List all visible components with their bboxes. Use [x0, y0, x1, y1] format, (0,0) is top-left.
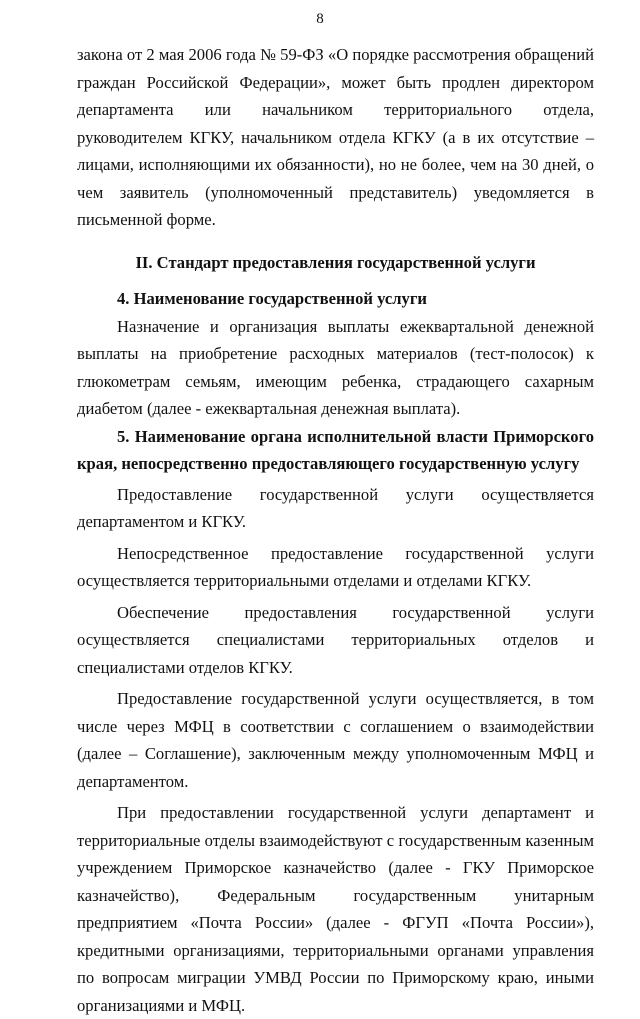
paragraph-service-name: Назначение и организация выплаты ежеквартальной денежной выплаты на приобретение расходных материалов (тест-полосок) к глюкометрам семьям, имеющим ребенка, страдающего сахарным диабетом (далее - ежеквартальная денежная выплата). [77, 316, 594, 418]
paragraph-direct-provision: Непосредственное предоставление государственной услуги осуществляется территориальными отделами и отделами КГКУ. [77, 543, 594, 590]
paragraph-provision: Предоставление государственной услуги осуществляется департаментом и КГКУ. [77, 484, 594, 531]
paragraph-support: Обеспечение предоставления государственной услуги осуществляется специалистами территориальных отделов и специалистами отделов КГКУ. [77, 602, 594, 677]
paragraph-interaction: При предоставлении государственной услуги департамент и территориальные отделы взаимодействуют с государственным казенным учреждением Приморское казначейство (далее - ГКУ Приморское казначейство), Федеральным государственным унитарным предприятием «Почта России» (далее - ФГУП «Почта России»), кредитными организациями, территориальными органами управления по вопросам миграции УМВД России по Приморскому краю, иными организациями и МФЦ. [77, 803, 594, 1015]
section-heading: II. Стандарт предоставления государственной услуги [135, 252, 536, 272]
subsection-heading-service-name: 4. Наименование государственной услуги [117, 289, 427, 308]
subsection-heading-authority: 5. Наименование органа исполнительной власти Приморского края, непосредственно предоставляющего государственную услугу [77, 426, 594, 473]
page-number: 8 [316, 11, 324, 27]
paragraph-continuation: закона от 2 мая 2006 года № 59-ФЗ «О порядке рассмотрения обращений граждан Российской Федерации», может быть продлен директором департамента или начальником территориального отдела, руководителем КГКУ, начальником отдела КГКУ (а в их отсутствие – лицами, исполняющими их обязанности), но не более, чем на 30 дней, о чем заявитель (уполномоченный представитель) уведомляется в письменной форме. [77, 45, 594, 229]
paragraph-mfc: Предоставление государственной услуги осуществляется, в том числе через МФЦ в соответствии с соглашением о взаимодействии (далее – Соглашение), заключенным между уполномоченным МФЦ и департаментом. [77, 689, 594, 791]
document-body [77, 41, 594, 1019]
